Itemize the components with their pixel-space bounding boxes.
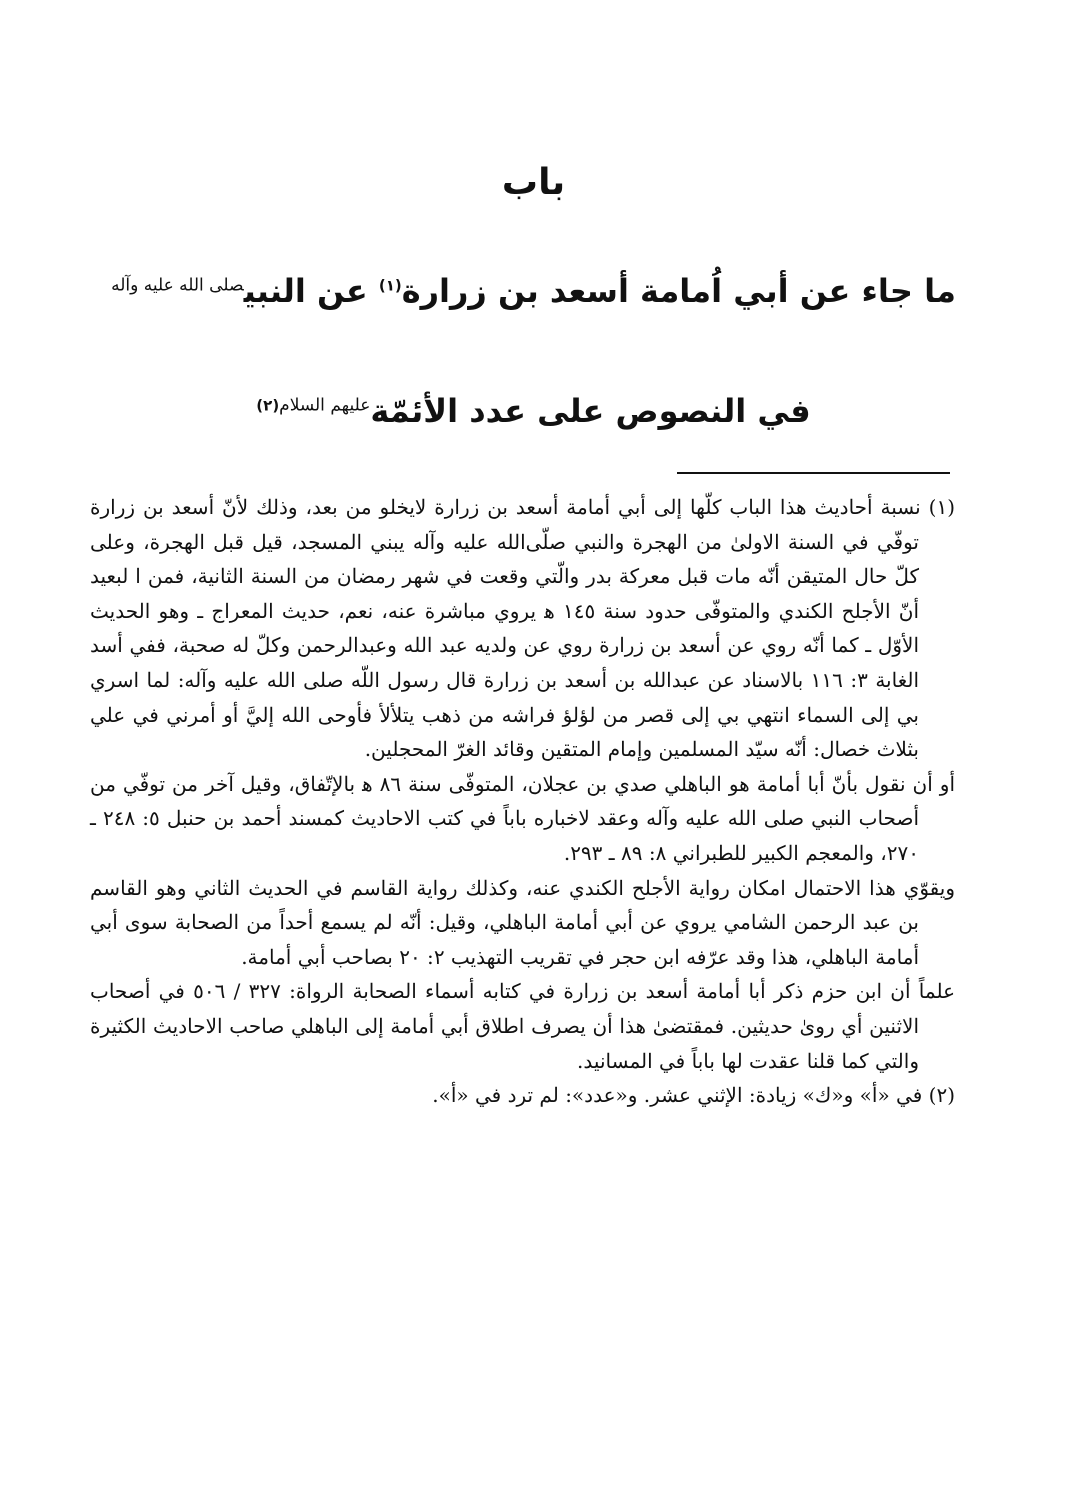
footnote-text: أو أن نقول بأنّ أبا أمامة هو الباهلي صدي بن عجلان، المتوفّى سنة ٨٦ ﻫ بالإتّفاق، وقيل آخر من توفّي من أصحاب النبي صلى الله عليه وآله وعقد لاخباره باباً في كتب الاحاديث كمسند أحمد بن حنبل ٥: ٢٤٨ ـ ٢٧٠، والمعجم الكبير للطبراني ٨: ٨٩ ـ ٢٩٣. [90,771,955,865]
honorific-glyph: صلى الله عليه وآله [111,275,244,296]
chapter-title-line-2 [60,388,1007,434]
footnote-ref-2[interactable]: (٢) [256,396,280,415]
footnote-number: (٢) [928,1083,955,1108]
footnote-paragraph [90,767,955,871]
footnote-separator [677,472,950,474]
footnote-paragraph [90,974,955,1078]
footnotes-section [90,490,955,1113]
footnote-paragraph [90,871,955,975]
footnote-number: (١) [928,495,956,519]
footnote-text: في «أ» و«ك» زيادة: الإثني عشر. و«عدد»: لم ترد في «أ». [432,1083,923,1108]
footnote-text: علماً أن ابن حزم ذكر أبا أمامة أسعد بن زرارة في كتابه أسماء الصحابة الرواة: ٣٢٧ / ٥٠٦ في أصحاب الاثنين أي روىٰ حديثين. فمقتضىٰ هذا أن يصرف اطلاق أبي أمامة إلى الباهلي صاحب الاحاديث الكثيرة والتي كما قلنا عقدت لها باباً في المسانيد. [90,979,956,1073]
title-text-tail: عن النبي [243,272,379,310]
footnote-2 [90,1078,955,1113]
honorific-glyph: عليهم السلام [279,395,371,416]
chapter-title-line-1 [60,268,1007,314]
footnote-text: نسبة أحاديث هذا الباب كلّها إلى أبي أمامة أسعد بن زرارة لايخلو من بعد، وذلك لأنّ أسعد بن زرارة توفّي في السنة الاولىٰ من الهجرة والنبي صلّى‌الله عليه وآله يبني المسجد، قيل قبل الهجرة، وعلى كلّ حال المتيقن أنّه مات قبل معركة بدر والّتي وقعت في شهر رمضان من السنة الثانية، فمن ا لبعيد أنّ الأجلح الكندي والمتوفّى حدود سنة ١٤٥ ﻫ يروي مباشرة عنه، نعم، حديث المعراج ـ وهو الحديث الأوّل ـ كما أنّه روي عن أسعد بن زرارة روي عن ولديه عبد الله وعبدالرحمن وكلّ له صحبة، ففي أسد الغابة ٣: ١١٦ بالاسناد عن عبدالله بن أسعد بن زرارة قال رسول اللّه صلى الله عليه وآله: لما اسري بي إلى السماء انتهي بي إلى قصر من لؤلؤ فراشه من ذهب يتلألأ فأوحى الله إليَّ أو أمرني في علي بثلاث خصال: أنّه سيّد المسلمين وإمام المتقين وقائد الغرّ المحجلين. [90,495,921,762]
footnote-ref-1[interactable]: (١) [378,276,402,295]
footnote-1 [90,490,955,767]
chapter-heading: باب [501,162,566,203]
footnote-text: ويقوّي هذا الاحتمال امكان رواية الأجلح الكندي عنه، وكذلك رواية القاسم في الحديث الثاني وهو القاسم بن عبد الرحمن الشامي يروي عن أبي أمامة الباهلي، وقيل: أنّه لم يسمع أحداً من الصحابة سوى أبي أمامة الباهلي، هذا وقد عرّفه ابن حجر في تقريب التهذيب ٢: ٢٠ بصاحب أبي أمامة. [90,875,955,969]
title-text: ما جاء عن أبي اُمامة أسعد بن زرارة [401,272,956,310]
title-text: في النصوص على عدد الأئمّة [370,392,811,430]
